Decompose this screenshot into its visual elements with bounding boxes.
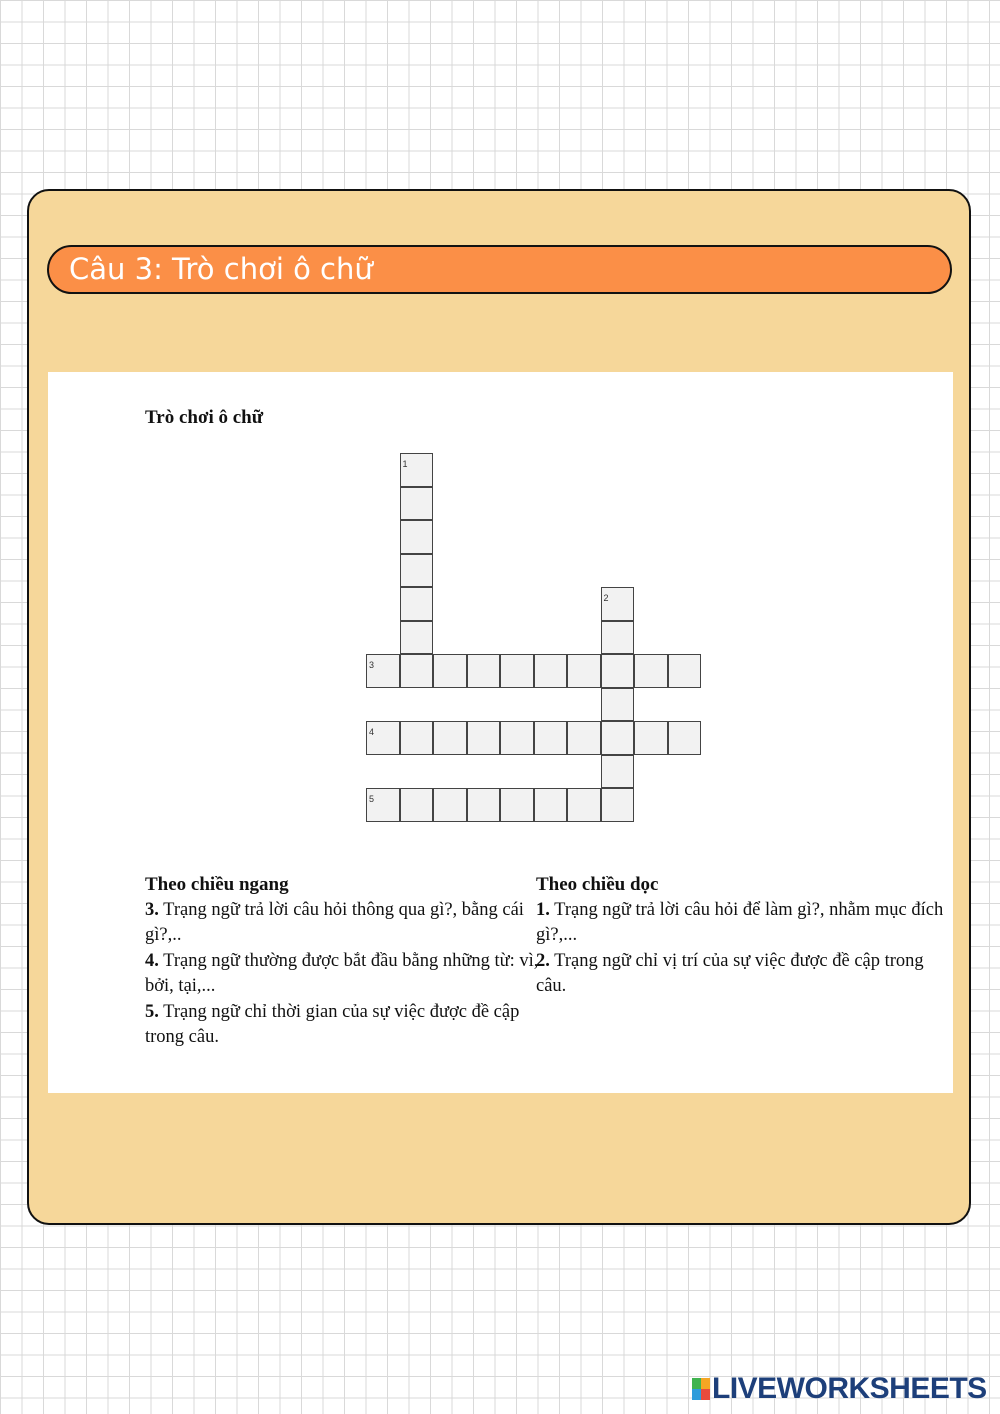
logo-square xyxy=(692,1378,701,1389)
clue-number-label: 1 xyxy=(402,459,408,469)
clue-text: Trạng ngữ chỉ thời gian của sự việc được đề cập trong câu. xyxy=(145,1001,520,1047)
crossword-cell[interactable] xyxy=(500,654,534,688)
clue-2 xyxy=(536,949,946,1000)
crossword-cell[interactable] xyxy=(433,721,467,755)
crossword-cell[interactable] xyxy=(601,621,635,655)
clue-number: 4. xyxy=(145,950,159,971)
crossword-cell[interactable] xyxy=(400,621,434,655)
crossword-cell[interactable] xyxy=(601,654,635,688)
clue-text: Trạng ngữ trả lời câu hỏi thông qua gì?, bằng cái gì?,.. xyxy=(145,899,524,945)
crossword-cell[interactable] xyxy=(400,554,434,588)
crossword-cell[interactable] xyxy=(366,788,400,822)
clue-3 xyxy=(145,898,545,949)
crossword-cell[interactable] xyxy=(467,654,501,688)
crossword-cell[interactable] xyxy=(400,520,434,554)
clue-number: 1. xyxy=(536,899,550,920)
clue-text: Trạng ngữ trả lời câu hỏi để làm gì?, nhằm mục đích gì?,... xyxy=(536,899,944,945)
clue-1 xyxy=(536,898,946,949)
crossword-cell[interactable] xyxy=(601,721,635,755)
clue-number: 5. xyxy=(145,1001,159,1022)
horizontal-clues-heading: Theo chiều ngang xyxy=(145,874,289,895)
clue-4 xyxy=(145,949,545,1000)
crossword-cell[interactable] xyxy=(634,654,668,688)
crossword-cell[interactable] xyxy=(634,721,668,755)
crossword-cell[interactable] xyxy=(400,453,434,487)
clue-5 xyxy=(145,1000,545,1051)
crossword-cell[interactable] xyxy=(567,788,601,822)
vertical-clues-heading: Theo chiều dọc xyxy=(536,874,659,895)
clue-text: Trạng ngữ thường được bắt đầu bằng những từ: vì, bởi, tại,... xyxy=(145,950,539,996)
crossword-cell[interactable] xyxy=(601,587,635,621)
liveworksheets-logo-icon xyxy=(692,1378,710,1400)
clue-number-label: 3 xyxy=(369,660,375,670)
vertical-clues xyxy=(536,872,946,1000)
clue-number-label: 2 xyxy=(603,593,609,603)
crossword-cell[interactable] xyxy=(601,788,635,822)
clue-number: 2. xyxy=(536,950,550,971)
crossword-cell[interactable] xyxy=(400,654,434,688)
crossword-cell[interactable] xyxy=(400,721,434,755)
brand-name: LIVEWORKSHEETS xyxy=(712,1372,987,1405)
logo-square xyxy=(701,1378,710,1389)
crossword-cell[interactable] xyxy=(400,788,434,822)
horizontal-clues xyxy=(145,872,545,1051)
crossword-cell[interactable] xyxy=(668,721,702,755)
worksheet-image xyxy=(48,372,953,1093)
crossword-cell[interactable] xyxy=(366,721,400,755)
crossword-cell[interactable] xyxy=(601,755,635,789)
crossword-cell[interactable] xyxy=(534,654,568,688)
crossword-cell[interactable] xyxy=(500,721,534,755)
crossword-cell[interactable] xyxy=(400,487,434,521)
crossword-cell[interactable] xyxy=(534,721,568,755)
logo-square xyxy=(701,1389,710,1400)
crossword-cell[interactable] xyxy=(567,654,601,688)
clue-number: 3. xyxy=(145,899,159,920)
crossword-cell[interactable] xyxy=(366,654,400,688)
crossword-cell[interactable] xyxy=(567,721,601,755)
crossword-cell[interactable] xyxy=(400,587,434,621)
crossword-cell[interactable] xyxy=(433,788,467,822)
crossword-cell[interactable] xyxy=(467,721,501,755)
crossword-cell[interactable] xyxy=(433,654,467,688)
liveworksheets-brand xyxy=(692,1372,987,1406)
clue-number-label: 4 xyxy=(369,727,375,737)
crossword-cell[interactable] xyxy=(601,688,635,722)
crossword-title: Trò chơi ô chữ xyxy=(145,407,264,428)
question-title: Câu 3: Trò chơi ô chữ xyxy=(47,245,952,294)
crossword-cell[interactable] xyxy=(668,654,702,688)
clue-number-label: 5 xyxy=(369,794,375,804)
crossword-cell[interactable] xyxy=(534,788,568,822)
clue-text: Trạng ngữ chỉ vị trí của sự việc được đề cập trong câu. xyxy=(536,950,924,996)
logo-square xyxy=(692,1389,701,1400)
crossword-cell[interactable] xyxy=(467,788,501,822)
crossword-cell[interactable] xyxy=(500,788,534,822)
